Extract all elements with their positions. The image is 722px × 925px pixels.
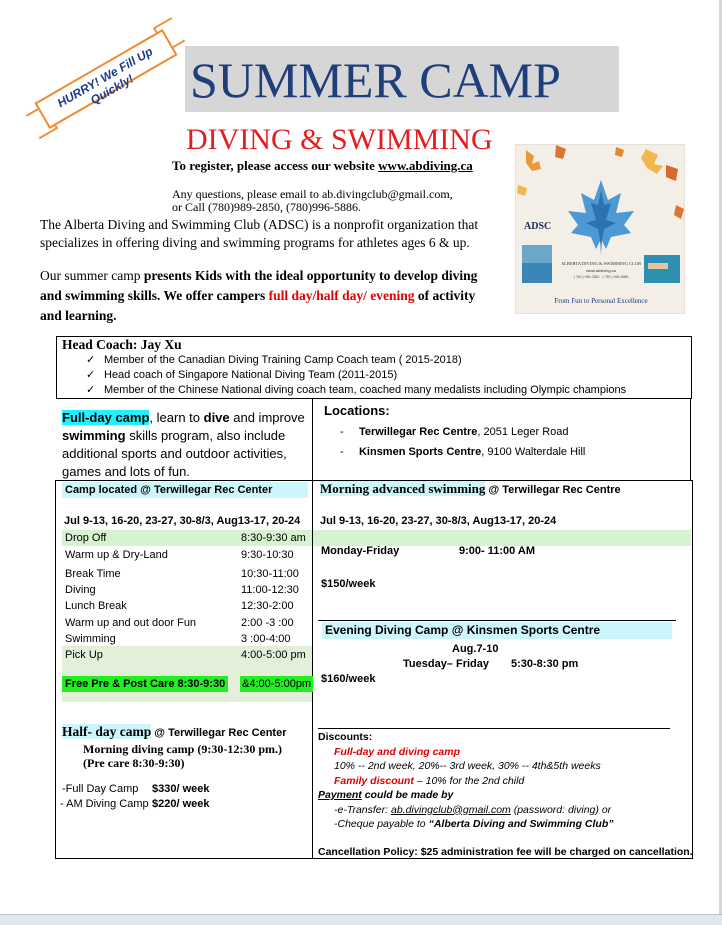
price-am-label: - AM Diving Camp	[60, 798, 149, 810]
location-item: - Terwillegar Rec Centre, 2051 Leger Road	[340, 426, 569, 438]
schedule-activity: Warm up & Dry-Land	[65, 549, 168, 561]
morning-heading-line: Morning advanced swimming @ Terwillegar Rec Centre	[320, 481, 621, 496]
schedule-activity: Lunch Break	[65, 600, 127, 612]
register-line: To register, please access our website www.abdiving.ca	[172, 158, 473, 173]
schedule-activity: Swimming	[65, 633, 116, 645]
evening-heading-line: Evening Diving Camp @ Kinsmen Sports Centre	[322, 622, 672, 639]
location-item: - Kinsmen Sports Centre, 9100 Walterdale Hill	[340, 446, 586, 458]
evening-price: $160/week	[321, 673, 376, 685]
camp-located: Camp located @ Terwillegar Rec Center	[62, 482, 308, 498]
evening-days: Tuesday– Friday	[403, 658, 489, 670]
head-coach-heading: Head Coach: Jay Xu	[62, 337, 182, 352]
schedule-time: 8:30-9:30 am	[241, 532, 306, 544]
club-logo	[515, 144, 685, 314]
camp-dates: Jul 9-13, 16-20, 23-27, 30-8/3, Aug13-17, 20-24	[64, 515, 301, 527]
banner-text: HURRY! We Fill Up Quickly!	[54, 44, 156, 111]
questions-line-2: or Call (780)989-2850, (780)996-5886.	[172, 200, 361, 214]
halfday-precare: (Pre care 8:30-9:30)	[83, 756, 185, 770]
evening-date: Aug.7-10	[452, 643, 499, 655]
discounts-block: Discounts: Full-day and diving camp 10% -- 2nd week, 20%-- 3rd week, 30% -- 4th&5th weeks Family discount – 10% for the 2nd child Payment could be made by -e-Transfer: ab.divingclub@gmail.com (password: diving) or -Cheque payable to “Alberta Diving and Swimming Club”	[318, 731, 614, 830]
logo-phone: ( 780 ) 989-2850 · ( 780 ) 996-5886	[573, 275, 629, 279]
halfday-heading-line: Half- day camp @ Terwillegar Rec Center	[62, 724, 287, 739]
logo-name: ALBERTA DIVING & SWIMMING CLUB	[560, 261, 642, 266]
locations-heading: Locations:	[324, 403, 390, 418]
morning-time: 9:00- 11:00 AM	[459, 545, 536, 557]
schedule-time: 11:00-12:30	[241, 584, 299, 596]
schedule-time: 4:00-5:00 pm	[241, 649, 306, 661]
schedule-time: 12:30-2:00	[241, 600, 294, 612]
schedule-activity: Break Time	[65, 568, 121, 580]
logo-tagline: From Fun to Personal Excellence	[554, 297, 648, 305]
evening-time: 5:30-8:30 pm	[511, 658, 579, 670]
logo-site: www.abdiving.ca	[586, 268, 616, 273]
logo-abbr: ADSC	[524, 221, 552, 232]
hurry-banner	[19, 17, 192, 141]
price-am: $220/ week	[152, 798, 210, 810]
intro-paragraph-2: Our summer camp presents Kids with the ideal opportunity to develop diving and swimming skills. We offer campers full day/half day/ evening of activity and learning.	[40, 268, 478, 323]
bottom-strip	[0, 914, 722, 925]
schedule-time: 3 :00-4:00	[241, 633, 291, 645]
free-care: Free Pre & Post Care 8:30-9:30	[62, 676, 228, 692]
schedule-time: 2:00 -3 :00	[241, 617, 294, 629]
price-fullday-label: -Full Day Camp	[62, 783, 139, 795]
coach-item: ✓ Head coach of Singapore National Diving Team (2011-2015)	[86, 369, 398, 381]
coach-item: ✓ Member of the Canadian Diving Training Camp Coach team ( 2015-2018)	[86, 354, 462, 366]
morning-dates: Jul 9-13, 16-20, 23-27, 30-8/3, Aug13-17, 20-24	[320, 515, 557, 527]
free-care-pm: &4:00-5:00pm	[242, 678, 312, 690]
schedule-activity: Pick Up	[65, 649, 103, 661]
page-subtitle: DIVING & SWIMMING	[186, 123, 493, 156]
morning-price: $150/week	[321, 578, 376, 590]
halfday-morning: Morning diving camp (9:30-12:30 pm.)	[83, 742, 282, 756]
schedule-activity: Warm up and out door Fun	[65, 617, 197, 629]
maple-leaf-logo-icon	[516, 145, 685, 314]
price-fullday: $330/ week	[152, 783, 210, 795]
intro-paragraph-1: The Alberta Diving and Swimming Club (ADSC) is a nonprofit organization that specializes in offering diving and swimming programs for athletes ages 6 & up.	[40, 217, 479, 250]
fullday-description: Full-day camp, learn to dive and improve swimming skills program, also include additional sports and outdoor activities, games and lots of fun.	[62, 410, 305, 479]
cancellation-policy: Cancellation Policy: $25 administration fee will be charged on cancellation.	[318, 846, 693, 858]
schedule-activity: Drop Off	[65, 532, 107, 544]
page-title: SUMMER CAMP	[190, 52, 561, 108]
coach-item: ✓ Member of the Chinese National diving coach team, coached many medalists including Olympic champions	[86, 384, 627, 396]
schedule-time: 9:30-10:30	[241, 549, 294, 561]
morning-days: Monday-Friday	[321, 545, 400, 557]
schedule-time: 10:30-11:00	[241, 568, 299, 580]
questions-line-1: Any questions, please email to ab.divingclub@gmail.com,	[172, 187, 453, 201]
schedule-activity: Diving	[65, 584, 96, 596]
website-link[interactable]: www.abdiving.ca	[378, 158, 473, 173]
email-link[interactable]: ab.divingclub@gmail.com	[390, 803, 511, 816]
